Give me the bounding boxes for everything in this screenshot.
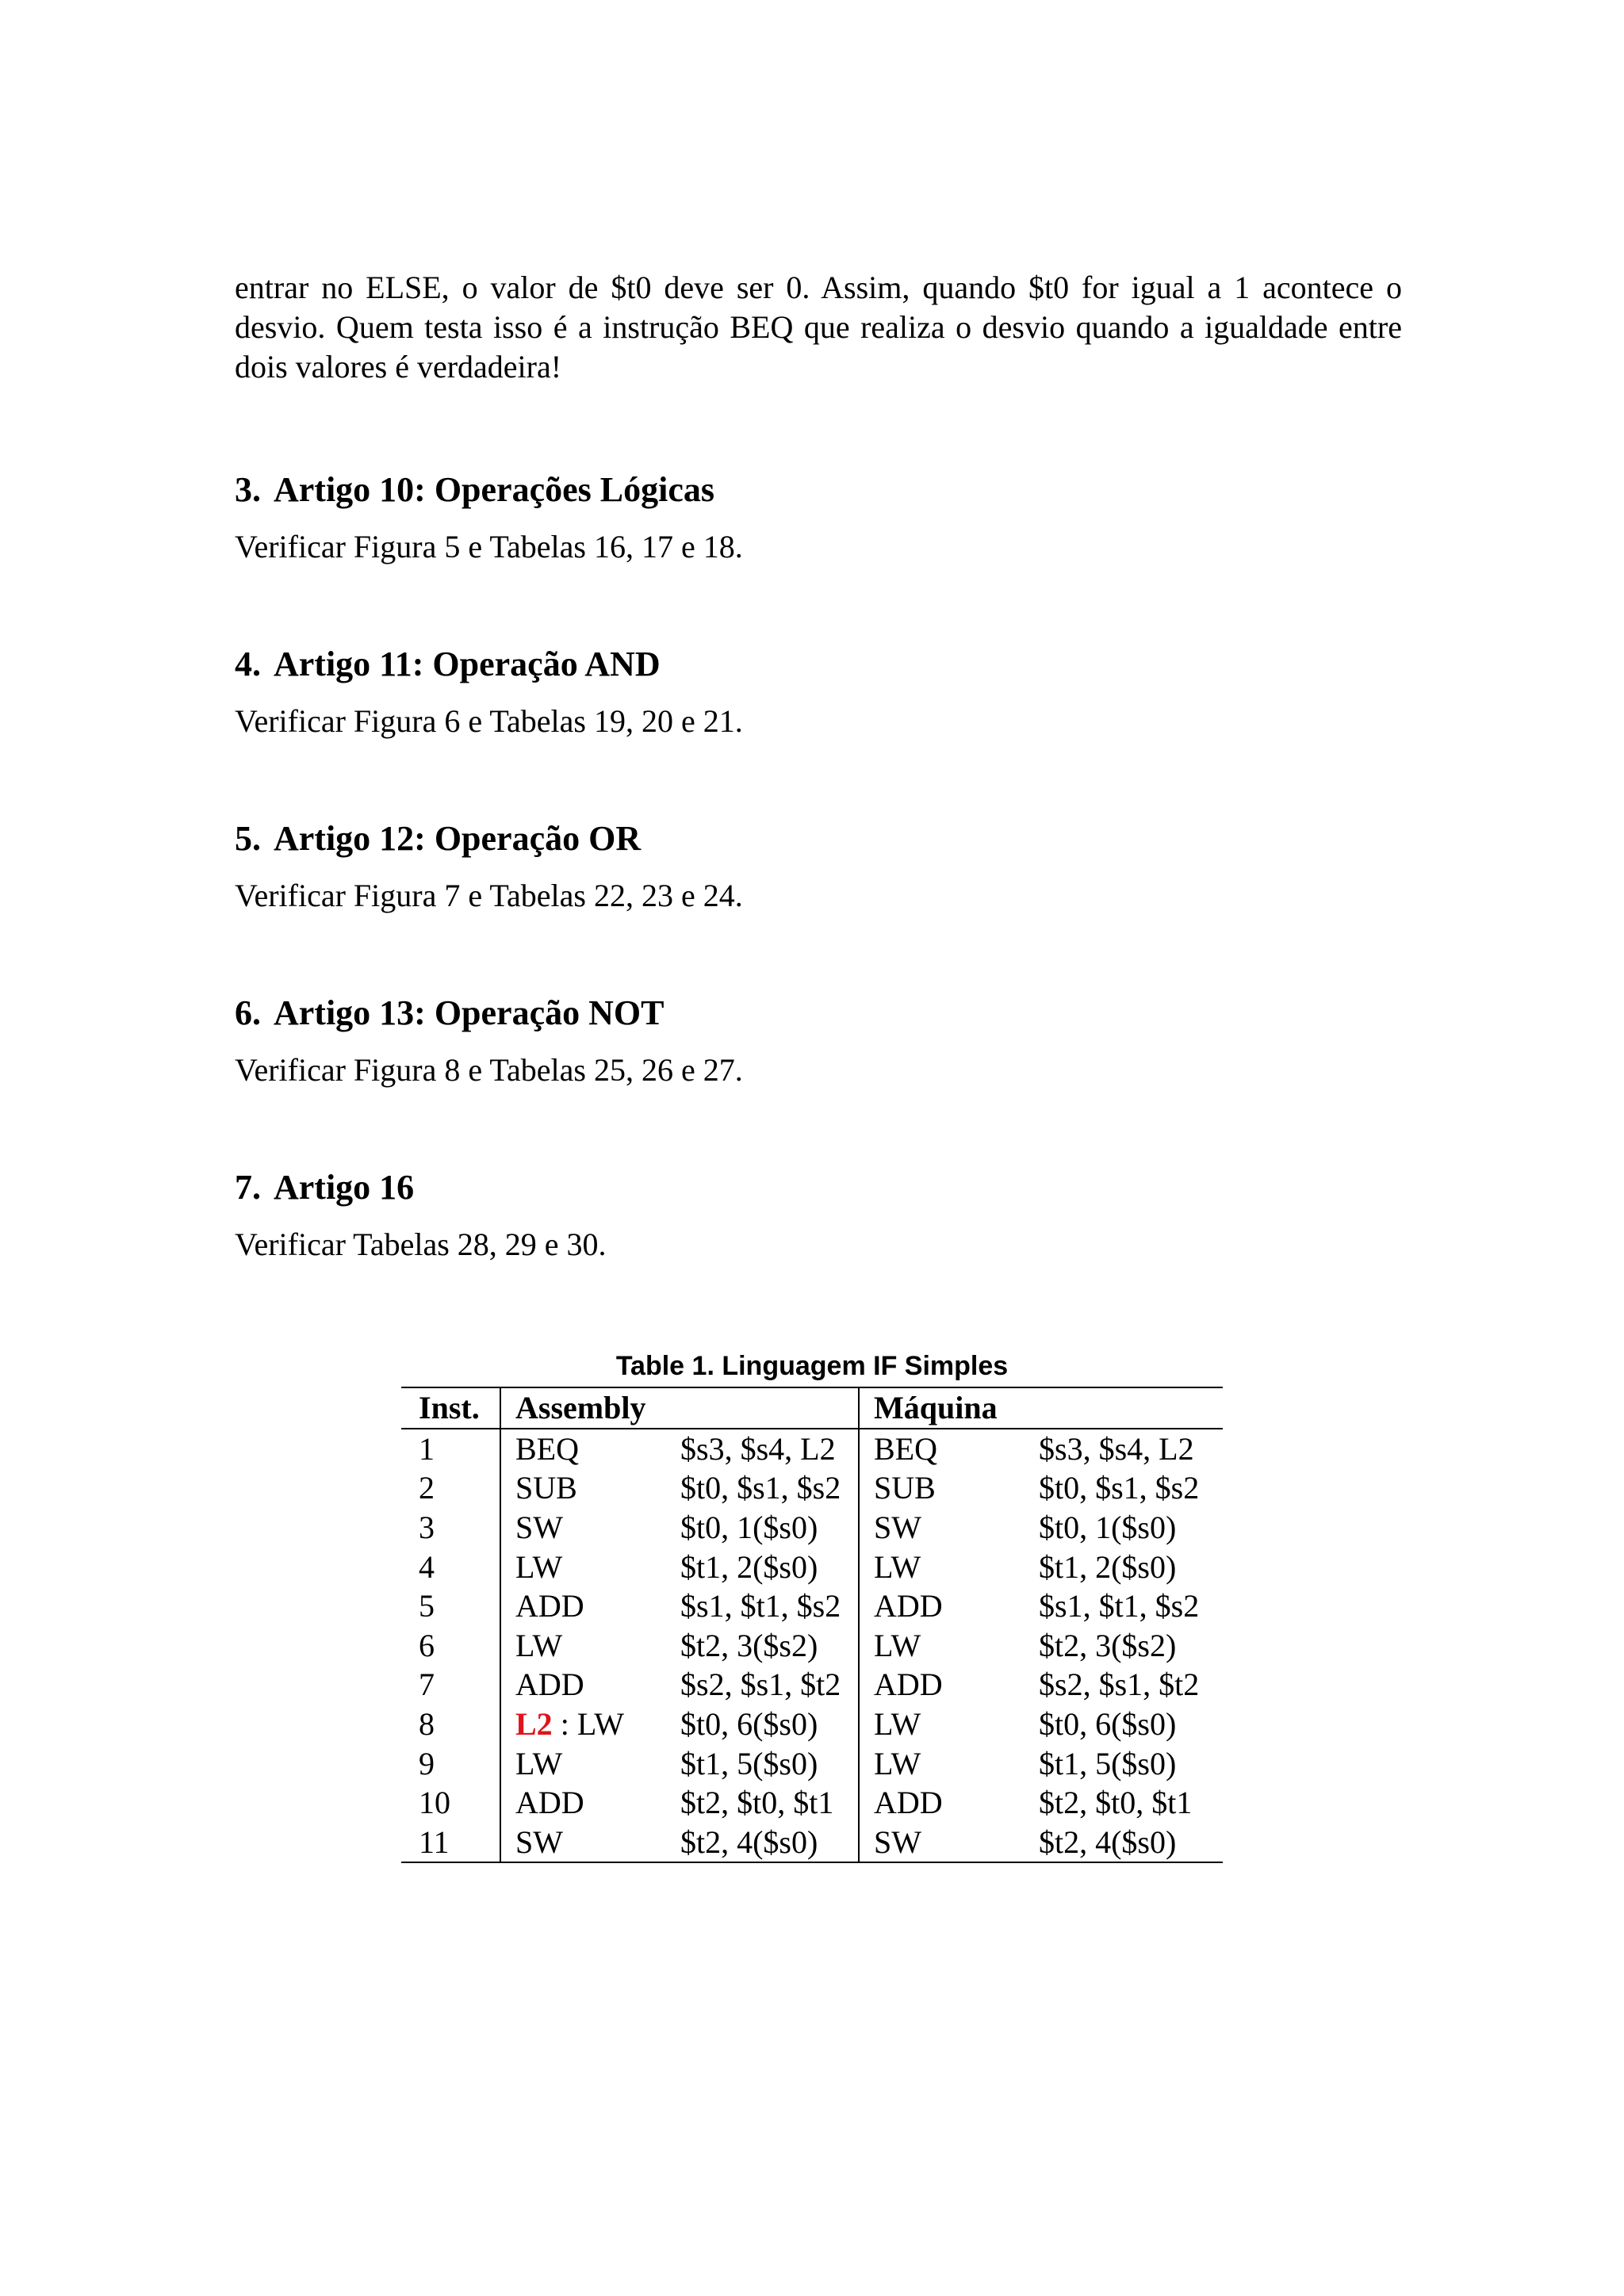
intro-line: dois valores é verdadeira! <box>235 349 562 385</box>
cell-assembly-args: $t1, 2($s0) <box>666 1547 859 1586</box>
cell-machine-op: SUB <box>874 1470 936 1506</box>
cell-assembly-op <box>500 1665 666 1705</box>
cell-inst: 1 <box>401 1429 500 1469</box>
cell-assembly-op <box>500 1429 666 1469</box>
opcode: LW <box>515 1745 563 1781</box>
opcode: LW <box>515 1627 563 1663</box>
cell-assembly-args: $t1, 5($s0) <box>666 1743 859 1783</box>
cell-assembly-args: $t2, $t0, $t1 <box>666 1783 859 1823</box>
table-row <box>401 1743 1223 1783</box>
cell-machine-op: ADD <box>874 1588 943 1624</box>
section-number: 3. <box>235 470 261 509</box>
opcode: LW <box>515 1548 563 1585</box>
table-caption: Table 1. Linguagem IF Simples <box>615 1351 1009 1381</box>
cell-machine-op: SW <box>859 1823 1025 1863</box>
cell-assembly-args: $t0, 1($s0) <box>666 1508 859 1548</box>
header-assembly: Assembly <box>500 1387 859 1429</box>
cell-assembly-op <box>500 1508 666 1548</box>
cell-assembly-args: $t0, $s1, $s2 <box>666 1468 859 1508</box>
cell-inst: 4 <box>401 1547 500 1586</box>
intro-paragraph <box>235 268 1402 387</box>
table-row <box>401 1586 1223 1626</box>
cell-assembly-op <box>500 1705 666 1744</box>
section-heading <box>235 469 1402 511</box>
opcode: SW <box>515 1823 563 1860</box>
cell-inst: 5 <box>401 1586 500 1626</box>
section-title: Artigo 13: Operação NOT <box>274 993 665 1032</box>
section-number: 5. <box>235 819 261 858</box>
table-row <box>401 1468 1223 1508</box>
section-artigo-10 <box>235 469 1402 566</box>
cell-assembly-op <box>500 1626 666 1666</box>
cell-inst: 8 <box>401 1705 500 1744</box>
table-row <box>401 1626 1223 1666</box>
section-artigo-16 <box>235 1167 1402 1264</box>
cell-inst: 2 <box>401 1468 500 1508</box>
intro-line: entrar no ELSE, o valor de $t0 deve ser 0. Assim, quando $t0 for igual a 1 acontece o <box>235 270 1402 305</box>
intro-line: desvio. Quem testa isso é a instrução BEQ que realiza o desvio quando a igualdade entre <box>235 309 1402 345</box>
cell-assembly-args: $t2, 4($s0) <box>666 1823 859 1863</box>
opcode: SUB <box>515 1470 577 1506</box>
cell-inst: 3 <box>401 1508 500 1548</box>
cell-machine-args: $t0, $s1, $s2 <box>1039 1470 1200 1506</box>
cell-machine-op: LW <box>874 1706 921 1743</box>
section-heading <box>235 818 1402 859</box>
opcode: ADD <box>515 1785 584 1821</box>
section-artigo-11 <box>235 644 1402 740</box>
header-machine: Máquina <box>859 1387 1223 1429</box>
cell-machine-op: LW <box>874 1627 921 1663</box>
branch-label: L2 <box>515 1706 553 1743</box>
cell-inst: 11 <box>401 1823 500 1863</box>
table-row <box>401 1508 1223 1548</box>
cell-machine-args: $s2, $s1, $t2 <box>1039 1667 1200 1703</box>
section-text: Verificar Tabelas 28, 29 e 30. <box>235 1226 607 1262</box>
cell-machine-op: BEQ <box>874 1430 937 1467</box>
opcode: BEQ <box>515 1430 579 1467</box>
section-artigo-12 <box>235 818 1402 915</box>
section-text: Verificar Figura 7 e Tabelas 22, 23 e 24. <box>235 878 743 913</box>
label-separator: : <box>552 1706 577 1743</box>
cell-assembly-op <box>500 1468 666 1508</box>
section-heading <box>235 993 1402 1034</box>
cell-machine-op: SW <box>874 1510 921 1546</box>
header-inst: Inst. <box>401 1387 500 1429</box>
cell-assembly-args: $s2, $s1, $t2 <box>666 1665 859 1705</box>
cell-assembly-args: $t2, 3($s2) <box>666 1626 859 1666</box>
cell-assembly-op <box>500 1586 666 1626</box>
table-row <box>401 1665 1223 1705</box>
table-row <box>401 1429 1223 1469</box>
cell-machine-args: $t1, 2($s0) <box>1039 1548 1177 1585</box>
section-number: 6. <box>235 993 261 1032</box>
instruction-table <box>401 1387 1223 1863</box>
table-header-row <box>401 1387 1223 1429</box>
cell-machine-args: $t0, 1($s0) <box>1039 1510 1177 1546</box>
cell-inst: 7 <box>401 1665 500 1705</box>
cell-machine-args: $t0, 6($s0) <box>1039 1706 1177 1743</box>
table-row <box>401 1823 1223 1863</box>
section-artigo-13 <box>235 993 1402 1089</box>
section-title: Artigo 11: Operação AND <box>274 645 661 683</box>
cell-machine-args: $t2, 4($s0) <box>1025 1823 1223 1863</box>
table-row <box>401 1547 1223 1586</box>
cell-machine-args: $s1, $t1, $s2 <box>1039 1588 1200 1624</box>
section-number: 7. <box>235 1168 261 1207</box>
table-row <box>401 1705 1223 1744</box>
section-heading <box>235 644 1402 685</box>
opcode: ADD <box>515 1588 584 1624</box>
cell-machine-op: ADD <box>874 1667 943 1703</box>
cell-machine-args: $t2, $t0, $t1 <box>1039 1785 1193 1821</box>
cell-inst: 9 <box>401 1743 500 1783</box>
cell-machine-op: LW <box>874 1745 921 1781</box>
section-text: Verificar Figura 6 e Tabelas 19, 20 e 21. <box>235 703 743 739</box>
section-text: Verificar Figura 8 e Tabelas 25, 26 e 27. <box>235 1052 743 1088</box>
cell-assembly-args: $s3, $s4, L2 <box>666 1429 859 1469</box>
cell-inst: 6 <box>401 1626 500 1666</box>
section-title: Artigo 10: Operações Lógicas <box>274 470 714 509</box>
opcode: LW <box>576 1706 625 1743</box>
section-heading <box>235 1167 1402 1208</box>
section-text: Verificar Figura 5 e Tabelas 16, 17 e 18. <box>235 529 743 564</box>
cell-assembly-args: $s1, $t1, $s2 <box>666 1586 859 1626</box>
opcode: SW <box>515 1510 563 1546</box>
cell-machine-args: $s3, $s4, L2 <box>1039 1430 1194 1467</box>
cell-assembly-op <box>500 1783 666 1823</box>
opcode: ADD <box>515 1667 584 1703</box>
cell-machine-op: ADD <box>874 1785 943 1821</box>
section-title: Artigo 16 <box>274 1168 415 1207</box>
table-row <box>401 1783 1223 1823</box>
cell-machine-args: $t2, 3($s2) <box>1039 1627 1177 1663</box>
section-number: 4. <box>235 645 261 683</box>
cell-assembly-op <box>500 1823 666 1863</box>
cell-assembly-op <box>500 1547 666 1586</box>
cell-inst: 10 <box>401 1783 500 1823</box>
cell-machine-op: LW <box>874 1548 921 1585</box>
section-title: Artigo 12: Operação OR <box>274 819 642 858</box>
cell-machine-args: $t1, 5($s0) <box>1039 1745 1177 1781</box>
cell-assembly-op <box>500 1743 666 1783</box>
cell-assembly-args: $t0, 6($s0) <box>666 1705 859 1744</box>
